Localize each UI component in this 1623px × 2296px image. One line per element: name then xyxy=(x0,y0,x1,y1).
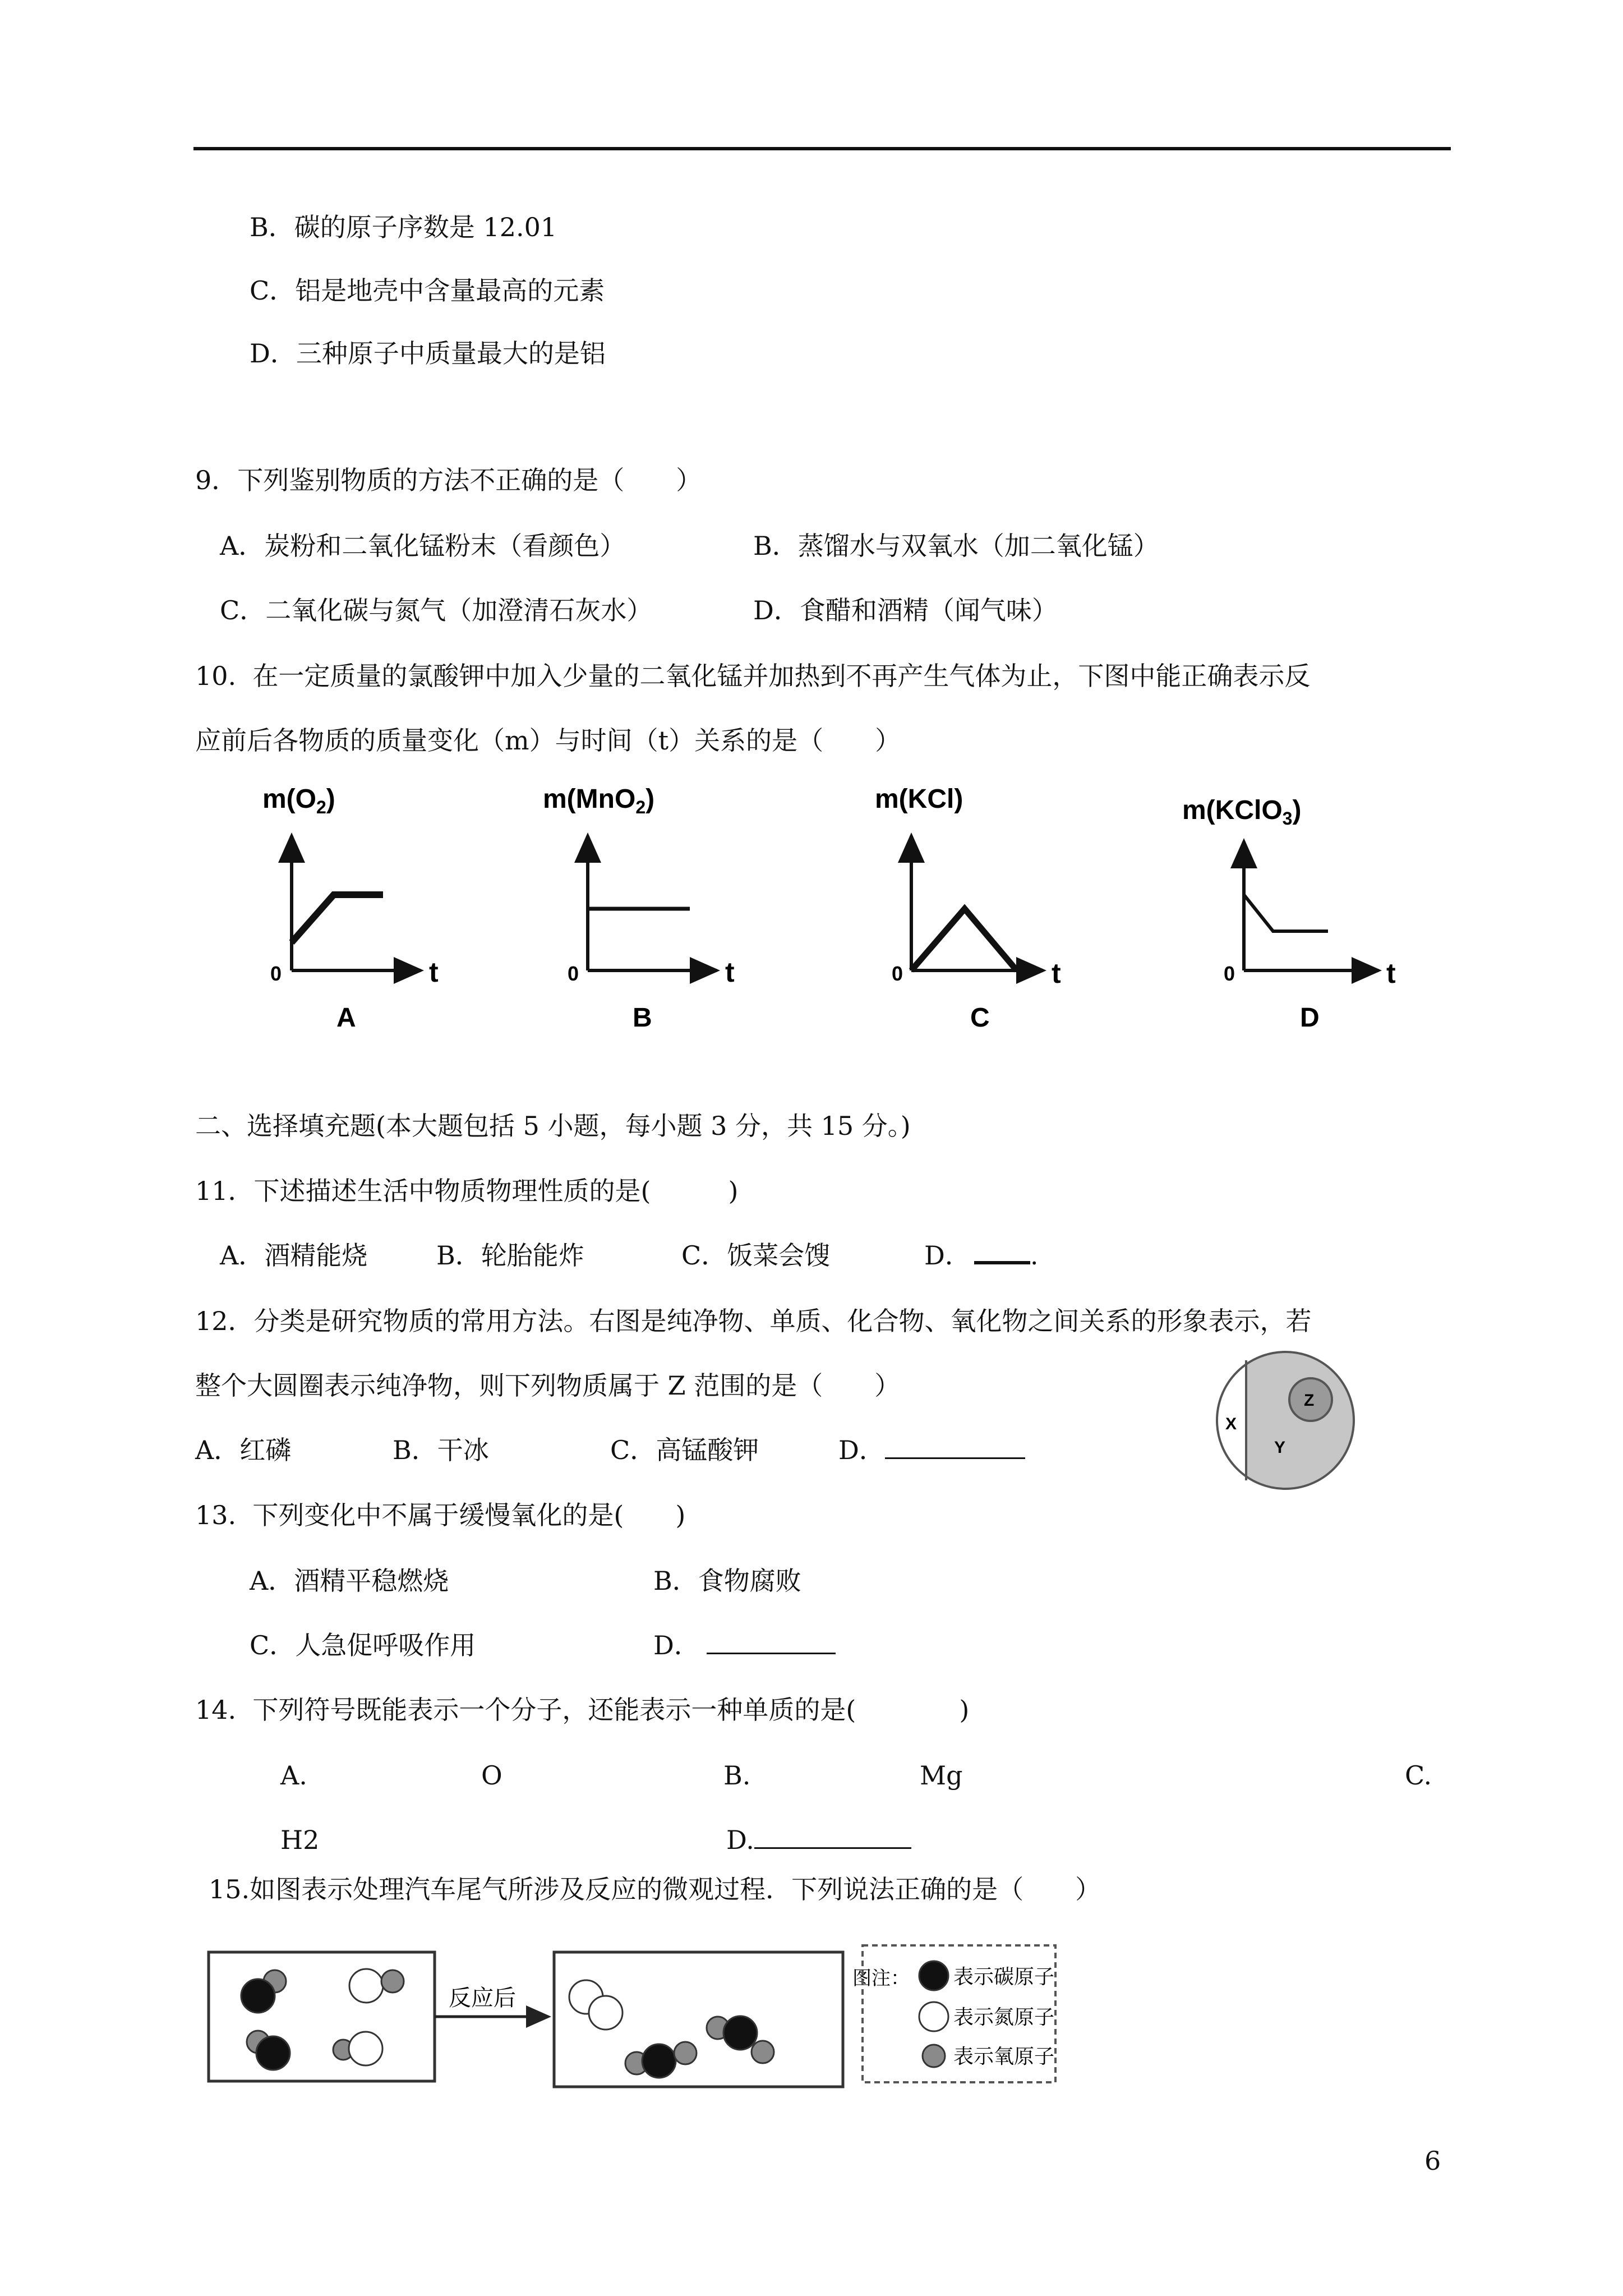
graph-c-ylabel: m(KCl) xyxy=(875,784,963,814)
q11-option-d: D． . xyxy=(924,1239,1039,1272)
venn-y-label: Y xyxy=(1274,1438,1286,1457)
graph-b-ylabel: m(MnO$_2$) xyxy=(543,784,655,817)
graph-c xyxy=(875,784,1061,1033)
q14-option-b-value: Mg xyxy=(920,1760,963,1791)
q13-stem: 13. 下列变化中不属于缓慢氧化的是( ) xyxy=(195,1500,686,1530)
legend-nitrogen xyxy=(919,2002,1054,2031)
graph-b-xlabel: t xyxy=(725,956,735,988)
graph-a-curve xyxy=(292,895,383,942)
q12-option-d: D． xyxy=(838,1433,1025,1467)
q9-option-d: D．食醋和酒精（闻气味） xyxy=(753,595,1058,625)
graph-d-curve xyxy=(1244,895,1328,931)
graph-b-letter: B xyxy=(633,1003,652,1033)
q13-option-a: A．酒精平稳燃烧 xyxy=(250,1566,449,1596)
reactants-box xyxy=(209,1952,435,2081)
graph-a-letter: A xyxy=(336,1003,356,1033)
q8-option-b: B．碳的原子序数是 12.01 xyxy=(250,212,557,242)
q14-stem: 14. 下列符号既能表示一个分子，还能表示一种单质的是( ) xyxy=(195,1695,970,1725)
q8-option-c: C．铝是地壳中含量最高的元素 xyxy=(250,275,605,306)
graph-c-origin: 0 xyxy=(892,962,903,985)
q14-option-c-value: H2 xyxy=(280,1825,320,1855)
graph-d-letter: D xyxy=(1300,1003,1320,1033)
legend-title: 图注： xyxy=(852,1967,910,1990)
q13-option-b: B．食物腐败 xyxy=(653,1566,801,1596)
carbon-atom-icon xyxy=(919,1961,948,1990)
nitrogen-atom-icon xyxy=(919,2002,948,2031)
q11-option-c: C．饭菜会馊 xyxy=(681,1240,831,1271)
q9-option-a: A．炭粉和二氧化锰粉末（看颜色） xyxy=(220,531,626,561)
venn-diagram xyxy=(1211,1346,1368,1503)
section-2-heading: 二、选择填充题(本大题包括 5 小题，每小题 3 分，共 15 分。) xyxy=(195,1111,911,1141)
legend-carbon xyxy=(919,1961,1054,1990)
q14-option-a-value: O xyxy=(481,1760,502,1791)
reaction-figure xyxy=(202,1941,1077,2092)
q10-stem-line1: 10. 在一定质量的氯酸钾中加入少量的二氧化锰并加热到不再产生气体为止，下图中能正确表示反 xyxy=(195,661,1311,691)
q11-stem: 11．下述描述生活中物质物理性质的是( ) xyxy=(195,1176,739,1206)
q12-option-a: A．红磷 xyxy=(195,1435,292,1465)
q13-option-c: C．人急促呼吸作用 xyxy=(250,1630,476,1660)
graph-b xyxy=(543,784,735,1033)
q12-stem-line2: 整个大圆圈表示纯净物，则下列物质属于 Z 范围的是（ ） xyxy=(195,1370,901,1401)
q14-option-b-label: B. xyxy=(723,1760,751,1791)
q11-option-b: B．轮胎能炸 xyxy=(436,1240,584,1271)
graph-a-xlabel: t xyxy=(429,956,439,988)
q12-stem-line1: 12．分类是研究物质的常用方法。右图是纯净物、单质、化合物、氧化物之间关系的形象表示，若 xyxy=(195,1306,1312,1336)
svg-text:表示碳原子: 表示碳原子 xyxy=(953,1966,1055,1989)
page-number: 6 xyxy=(1424,2146,1441,2176)
graph-a-ylabel: $m(O_2)$ xyxy=(262,784,335,817)
venn-x-label: X xyxy=(1225,1415,1237,1433)
q10-graphs xyxy=(224,774,1458,1043)
venn-z-label: Z xyxy=(1304,1391,1315,1410)
svg-text:表示氧原子: 表示氧原子 xyxy=(953,2045,1055,2068)
graph-c-letter: C xyxy=(970,1003,990,1033)
q8-option-d: D．三种原子中质量最大的是铝 xyxy=(250,338,606,369)
q11-option-a: A．酒精能烧 xyxy=(220,1240,368,1271)
q13-option-d: D． xyxy=(653,1628,836,1662)
graph-d-ylabel: m(KClO$_3$) xyxy=(1182,795,1302,829)
graph-a xyxy=(262,784,439,1033)
q9-option-c: C．二氧化碳与氮气（加澄清石灰水） xyxy=(220,595,653,625)
svg-text:表示氮原子: 表示氮原子 xyxy=(953,2006,1055,2029)
graph-d xyxy=(1182,795,1396,1033)
graph-c-curve xyxy=(911,909,1017,970)
q14-option-a-label: A. xyxy=(280,1760,307,1791)
q9-stem: 9．下列鉴别物质的方法不正确的是（ ） xyxy=(195,465,702,495)
q10-stem-line2: 应前后各物质的质量变化（m）与时间（t）关系的是（ ） xyxy=(195,725,901,756)
q14-option-d: D. xyxy=(726,1823,911,1857)
graph-d-origin: 0 xyxy=(1224,962,1235,985)
graph-d-xlabel: t xyxy=(1386,958,1396,989)
graph-c-xlabel: t xyxy=(1052,958,1061,989)
q15-stem: 15.如图表示处理汽车尾气所涉及反应的微观过程．下列说法正确的是（ ） xyxy=(209,1874,1101,1904)
arrow-label: 反应后 xyxy=(449,1985,516,2011)
venn-y-region xyxy=(1246,1346,1368,1503)
q12-option-c: C．高锰酸钾 xyxy=(610,1435,759,1465)
q12-option-b: B．干冰 xyxy=(393,1435,489,1465)
oxygen-atom-icon xyxy=(923,2045,945,2067)
legend-oxygen xyxy=(923,2045,1054,2068)
q14-option-c-label: C. xyxy=(1405,1760,1432,1791)
q9-option-b: B．蒸馏水与双氧水（加二氧化锰） xyxy=(753,531,1159,561)
graph-a-origin: 0 xyxy=(270,962,282,985)
graph-b-origin: 0 xyxy=(568,962,579,985)
header-rule xyxy=(193,147,1451,150)
